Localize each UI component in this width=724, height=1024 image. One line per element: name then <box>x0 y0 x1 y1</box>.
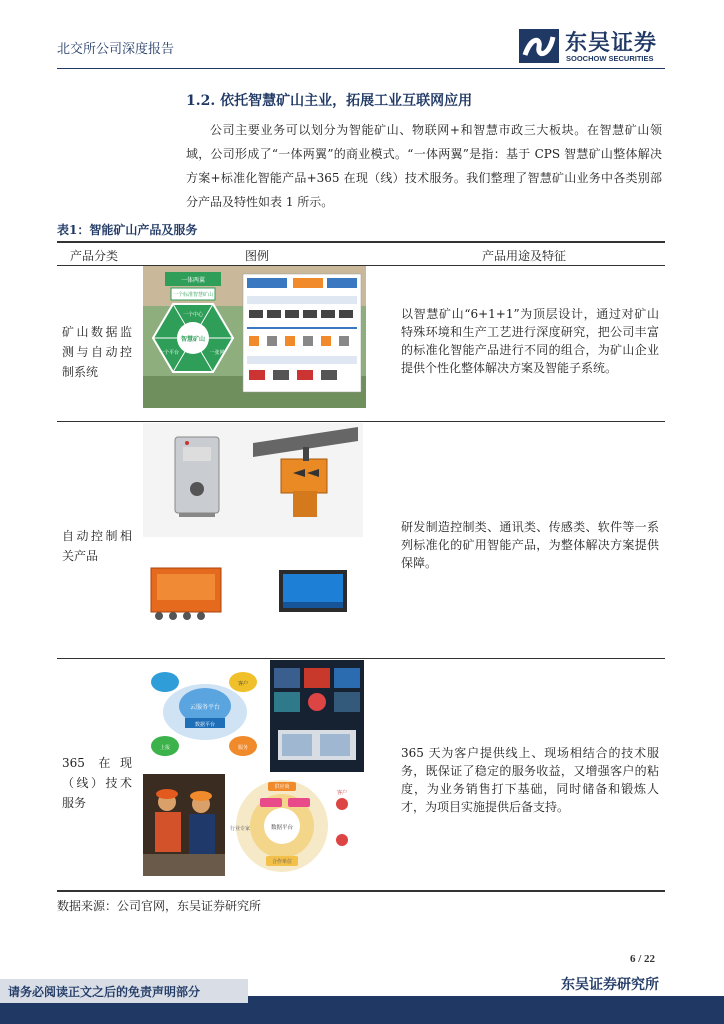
diagram-label-center: 智慧矿山 <box>180 336 206 343</box>
soochow-logo <box>519 26 679 66</box>
row3-illustration-ecosystem <box>226 774 364 876</box>
page-number: 6 / 22 <box>630 953 656 965</box>
row2-illustration-bottom <box>143 538 363 650</box>
cloud-service-diagram <box>143 660 268 772</box>
col-header-illustration: 图例 <box>245 249 270 263</box>
row1-illustration <box>143 266 366 408</box>
diagram-label-wings: 一体两翼 <box>180 277 206 284</box>
col-header-category: 产品分类 <box>70 249 119 263</box>
eco-label-suppliers: 供应商 <box>274 784 290 790</box>
logo-english-name: SOOCHOW SECURITIES <box>566 54 654 63</box>
eco-label-experts: 行业专家 <box>229 826 251 832</box>
row2-description: 研发制造控制类、通讯类、传感类、软件等一系列标准化的矿用智能产品，为整体解决方案提供保障。 <box>401 520 659 570</box>
smart-mine-diagram <box>143 266 366 408</box>
row2-category: 自动控制相关产品 <box>62 529 132 563</box>
data-source-note: 数据来源：公司官网，东吴证券研究所 <box>57 899 262 913</box>
control-box-photo <box>143 538 363 650</box>
row3-category: 365 在现（线）技术服务 <box>62 756 132 810</box>
table-bottom-rule <box>57 890 665 892</box>
row2-illustration-top <box>143 423 363 537</box>
row3-illustration-workers <box>143 774 225 876</box>
disclaimer-tab <box>0 979 248 1003</box>
section-title: 1.2. 依托智慧矿山主业，拓展工业互联网应用 <box>186 93 473 109</box>
mining-devices-photo <box>143 423 363 537</box>
diagram-label-network: 一张网 <box>209 350 225 356</box>
diagram-label-platform: 一个平台 <box>158 350 180 356</box>
control-room-photo <box>270 660 364 772</box>
soochow-logo-icon <box>519 29 559 63</box>
cloud-label-client: 客户 <box>237 681 249 687</box>
diagram-label-standard: 一个标准智慧矿山 <box>172 292 214 298</box>
row1-description: 以智慧矿山“6+1+1”为顶层设计，通过对矿山特殊环境和生产工艺进行深度研究，把公司丰富的标准化智能产品进行不同的组合，为矿山企业提供个性化整体解决方案及智能子系统。 <box>401 307 659 375</box>
footer-org-name: 东吴证券研究所 <box>561 977 659 993</box>
eco-label-customer: 客户 <box>336 790 348 796</box>
eco-label-partners: 合作单位 <box>271 859 293 865</box>
row3-illustration-cloud <box>143 660 268 772</box>
cloud-label-platform: 云服务平台 <box>189 704 221 711</box>
row1-category: 矿山数据监测与自动控制系统 <box>62 325 132 379</box>
logo-chinese-name: 东吴证券 <box>565 30 658 56</box>
data-platform-ecosystem-diagram <box>226 774 364 876</box>
body-paragraph: 公司主要业务可以划分为智能矿山、物联网+和智慧市政三大板块。在智慧矿山领域，公司形成了“一体两翼”的商业模式。“一体两翼”是指：基于 CPS 智慧矿山整体解决方案+标准化智能产品+365 在现（线）技术服务。我们整理了智慧矿山业务中各类别部分产品及特性如表 1 所示。 <box>186 123 662 209</box>
cloud-label-report: 上报 <box>159 745 171 751</box>
col-header-description: 产品用途及特征 <box>482 249 567 263</box>
header-rule <box>57 68 665 69</box>
diagram-label-hub: 一个中心 <box>182 312 204 318</box>
table-title: 表1：智能矿山产品及服务 <box>57 223 198 237</box>
field-service-photo <box>143 774 225 876</box>
cloud-label-data: 数据平台 <box>194 722 216 728</box>
disclaimer-text: 请务必阅读正文之后的免责声明部分 <box>8 985 201 999</box>
row1-rule <box>57 421 665 422</box>
row3-illustration-control-room <box>270 660 364 772</box>
cloud-label-service: 服务 <box>237 745 249 751</box>
row3-description: 365 天为客户提供线上、现场相结合的技术服务，既保证了稳定的服务收益，又增强客户的粘度，为业务销售打下基础，同时储备和锻炼人才，为项目实施提供后备支持。 <box>401 746 659 814</box>
row2-rule <box>57 658 665 659</box>
report-type-label: 北交所公司深度报告 <box>57 42 175 57</box>
table-top-rule <box>57 241 665 243</box>
eco-label-platform: 数据平台 <box>270 825 294 831</box>
